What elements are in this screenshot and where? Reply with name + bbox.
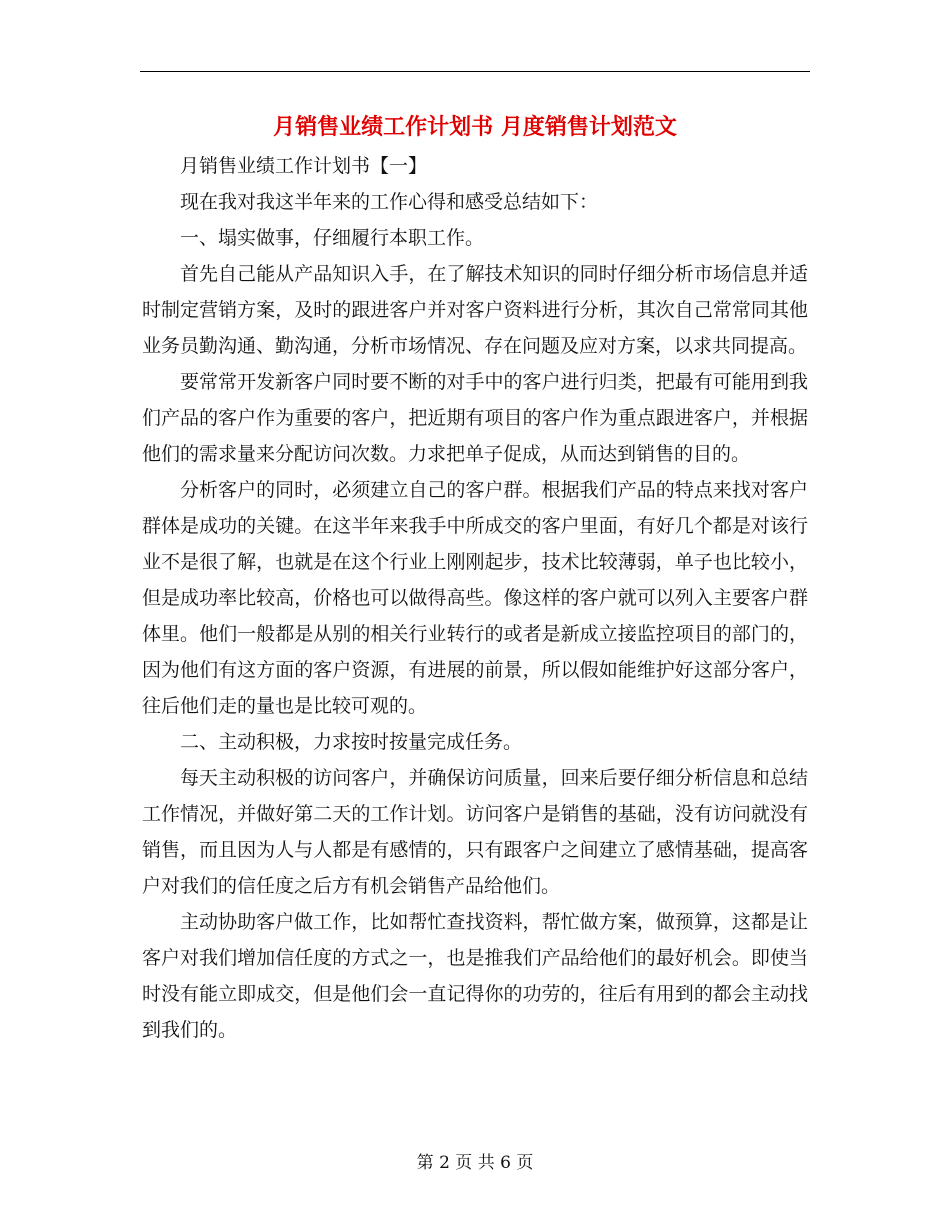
document-body bbox=[142, 148, 808, 1048]
section-heading-1: 一、塌实做事，仔细履行本职工作。 bbox=[180, 227, 485, 249]
section-heading-2: 二、主动积极，力求按时按量完成任务。 bbox=[180, 731, 523, 753]
paragraph: 分析客户的同时，必须建立自己的客户群。根据我们产品的特点来找对客户群体是成功的关键。在这半年来我手中所成交的客户里面，有好几个都是对该行业不是很了解，也就是在这个行业上刚刚起步，技术比较薄弱，单子也比较小，但是成功率比较高，价格也可以做得高些。像这样的客户就可以列入主要客户群体里。他们一般都是从别的相关行业转行的或者是新成立接监控项目的部门的，因为他们有这方面的客户资源，有进展的前景，所以假如能维护好这部分客户，往后他们走的量也是比较可观的。 bbox=[142, 479, 808, 717]
paragraph: 主动协助客户做工作，比如帮忙查找资料，帮忙做方案，做预算，这都是让客户对我们增加信任度的方式之一，也是推我们产品给他们的最好机会。即使当时没有能立即成交，但是他们会一直记得你的功劳的，往后有用到的都会主动找到我们的。 bbox=[142, 911, 808, 1041]
paragraph-subtitle: 月销售业绩工作计划书【一】 bbox=[180, 155, 428, 177]
paragraph: 首先自己能从产品知识入手，在了解技术知识的同时仔细分析市场信息并适时制定营销方案，及时的跟进客户并对客户资料进行分析，其次自己常常同其他业务员勤沟通、勤沟通，分析市场情况、存在问题及应对方案，以求共同提高。 bbox=[142, 263, 808, 357]
paragraph: 每天主动积极的访问客户，并确保访问质量，回来后要仔细分析信息和总结工作情况，并做好第二天的工作计划。访问客户是销售的基础，没有访问就没有销售，而且因为人与人都是有感情的，只有跟客户之间建立了感情基础，提高客户对我们的信任度之后方有机会销售产品给他们。 bbox=[142, 767, 808, 897]
header-rule bbox=[140, 71, 810, 72]
document-title: 月销售业绩工作计划书 月度销售计划范文 bbox=[273, 114, 677, 140]
paragraph-intro: 现在我对我这半年来的工作心得和感受总结如下： bbox=[180, 191, 599, 213]
paragraph: 要常常开发新客户同时要不断的对手中的客户进行归类，把最有可能用到我们产品的客户作为重要的客户，把近期有项目的客户作为重点跟进客户，并根据他们的需求量来分配访问次数。力求把单子促成，从而达到销售的目的。 bbox=[142, 371, 808, 465]
page-number: 第 2 页 共 6 页 bbox=[416, 1153, 534, 1173]
